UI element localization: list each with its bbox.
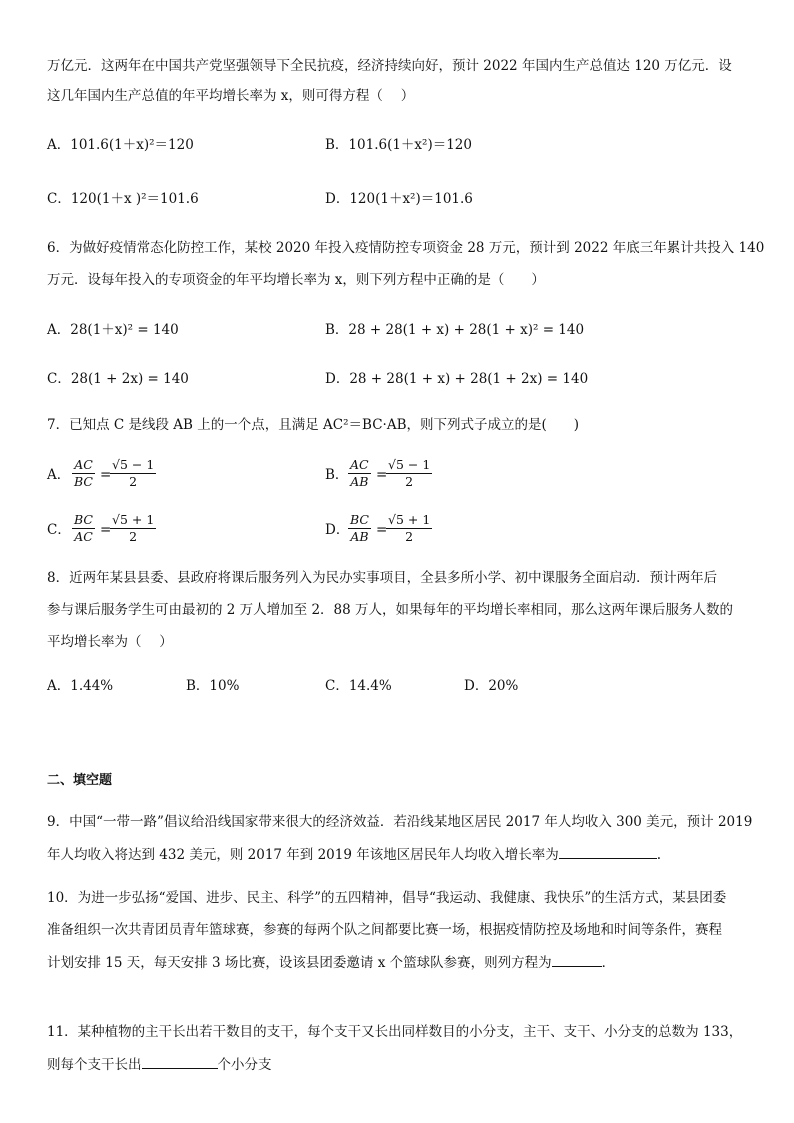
q5-text-line1: 万亿元．这两年在中国共产党坚强领导下全民抗疫，经济持续向好，预计 2022 年国内生产总值达 120 万亿元．设 — [47, 58, 732, 74]
q11-text-line2-start: 则每个支干长出 — [47, 1057, 142, 1073]
fraction-denominator: BC — [74, 474, 93, 489]
fraction-numerator: √5 + 1 — [388, 512, 431, 527]
section-heading-fill-in: 二、填空题 — [47, 773, 113, 788]
q6-option-d: D．28 + 28(1 + x) + 28(1 + 2x) = 140 — [325, 371, 589, 387]
q5-option-a: A．101.6(1＋x)²＝120 — [47, 137, 194, 153]
fraction-numerator: BC — [74, 512, 93, 527]
fraction-numerator: √5 − 1 — [112, 457, 155, 472]
q9-text-line2-end: . — [656, 847, 662, 863]
q5-option-b: B．101.6(1＋x²)＝120 — [325, 137, 472, 153]
q11-text-line1: 11．某种植物的主干长出若干数目的支干，每个支干又长出同样数目的小分支，主干、支干、小分支的总数为 133， — [47, 1024, 743, 1040]
q7-option-b-equals: = — [376, 467, 388, 483]
q8-text-line1: 8．近两年某县县委、县政府将课后服务列入为民办实事项目，全县多所小学、初中课服务全面启动．预计两年后 — [47, 570, 718, 586]
q8-text-line2: 参与课后服务学生可由最初的 2 万人增加至 2．88 万人，如果每年的平均增长率相同，那么这两年课后服务人数的 — [47, 602, 734, 618]
fraction-denominator: 2 — [405, 529, 414, 544]
q9-text-line2-start: 年人均收入将达到 432 美元，则 2017 年到 2019 年该地区居民年人均收入增长率为 — [47, 847, 559, 863]
q7-option-d-left-fraction — [348, 512, 371, 545]
q7-option-b-right-fraction — [386, 457, 432, 490]
fraction-denominator: AC — [74, 529, 93, 544]
q8-text-line3: 平均增长率为（ ） — [47, 634, 173, 650]
q7-option-a-right-fraction — [110, 457, 156, 490]
q8-option-a: A．1.44% — [47, 678, 114, 694]
q7-option-d-right-fraction — [386, 512, 432, 545]
q5-text-line2: 这几年国内生产总值的年平均增长率为 x，则可得方程（ ） — [47, 88, 415, 104]
q6-option-c: C．28(1 + 2x) = 140 — [47, 371, 189, 387]
q7-option-c-left-fraction — [72, 512, 95, 545]
fraction-denominator: 2 — [405, 474, 414, 489]
q11-text-line2 — [47, 1054, 272, 1075]
q9-text-line1: 9．中国“一带一路”倡议给沿线国家带来很大的经济效益．若沿线某地区居民 2017 年人均收入 300 美元，预计 2019 — [47, 814, 753, 830]
q6-text-line2: 万元．设每年投入的专项资金的年平均增长率为 x，则下列方程中正确的是（ ） — [47, 272, 545, 288]
q8-option-c: C．14.4% — [325, 678, 392, 694]
q7-option-c-equals: = — [100, 522, 112, 538]
q7-option-c-right-fraction — [110, 512, 156, 545]
q6-option-b: B．28 + 28(1 + x) + 28(1 + x)² = 140 — [325, 322, 585, 338]
q10-text-line3-start: 计划安排 15 天，每天安排 3 场比赛，设该县团委邀请 x 个篮球队参赛，则列方程为 — [47, 955, 552, 971]
q6-option-a: A．28(1＋x)² = 140 — [47, 322, 179, 338]
q7-option-b-left-fraction — [348, 457, 371, 490]
fraction-denominator: 2 — [129, 474, 138, 489]
q10-text-line3 — [47, 952, 615, 973]
fraction-denominator: AB — [350, 474, 369, 489]
q10-text-line2: 准备组织一次共青团员青年篮球赛，参赛的每两个队之间都要比赛一场，根据疫情防控及场地和时间等条件，赛程 — [47, 922, 722, 938]
q9-text-line2 — [47, 844, 661, 865]
q7-option-b-label: B． — [325, 467, 349, 483]
fraction-numerator: √5 + 1 — [112, 512, 155, 527]
q7-option-c-label: C． — [47, 522, 71, 538]
q7-option-d-equals: = — [376, 522, 388, 538]
fraction-numerator: BC — [350, 512, 369, 527]
q7-option-a-label: A． — [47, 467, 71, 483]
q7-text-line1: 7．已知点 C 是线段 AB 上的一个点，且满足 AC²＝BC·AB，则下列式子成立的是( ) — [47, 417, 580, 433]
q7-option-d-label: D． — [325, 522, 350, 538]
q9-answer-blank[interactable] — [559, 844, 657, 859]
q10-text-line1: 10．为进一步弘扬“爱国、进步、民主、科学”的五四精神，倡导“我运动、我健康、我快乐”的生活方式，某县团委 — [47, 890, 727, 906]
q7-option-a-equals: = — [100, 467, 112, 483]
q10-answer-blank[interactable] — [552, 952, 602, 967]
q8-option-d: D．20% — [464, 678, 519, 694]
fraction-numerator: AC — [74, 457, 93, 472]
q5-option-c: C．120(1＋x )²＝101.6 — [47, 191, 199, 207]
fraction-numerator: AC — [350, 457, 369, 472]
q8-option-b: B．10% — [186, 678, 240, 694]
q11-text-line2-end: 个小分支 — [217, 1057, 272, 1073]
q6-text-line1: 6．为做好疫情常态化防控工作，某校 2020 年投入疫情防控专项资金 28 万元，预计到 2022 年底三年累计共投入 140 — [47, 240, 765, 256]
q11-answer-blank[interactable] — [142, 1054, 218, 1069]
fraction-denominator: 2 — [129, 529, 138, 544]
fraction-numerator: √5 − 1 — [388, 457, 431, 472]
q7-option-a-left-fraction — [72, 457, 95, 490]
q10-text-line3-end: ． — [601, 955, 616, 971]
q5-option-d: D．120(1＋x²)＝101.6 — [325, 191, 473, 207]
fraction-denominator: AB — [350, 529, 369, 544]
